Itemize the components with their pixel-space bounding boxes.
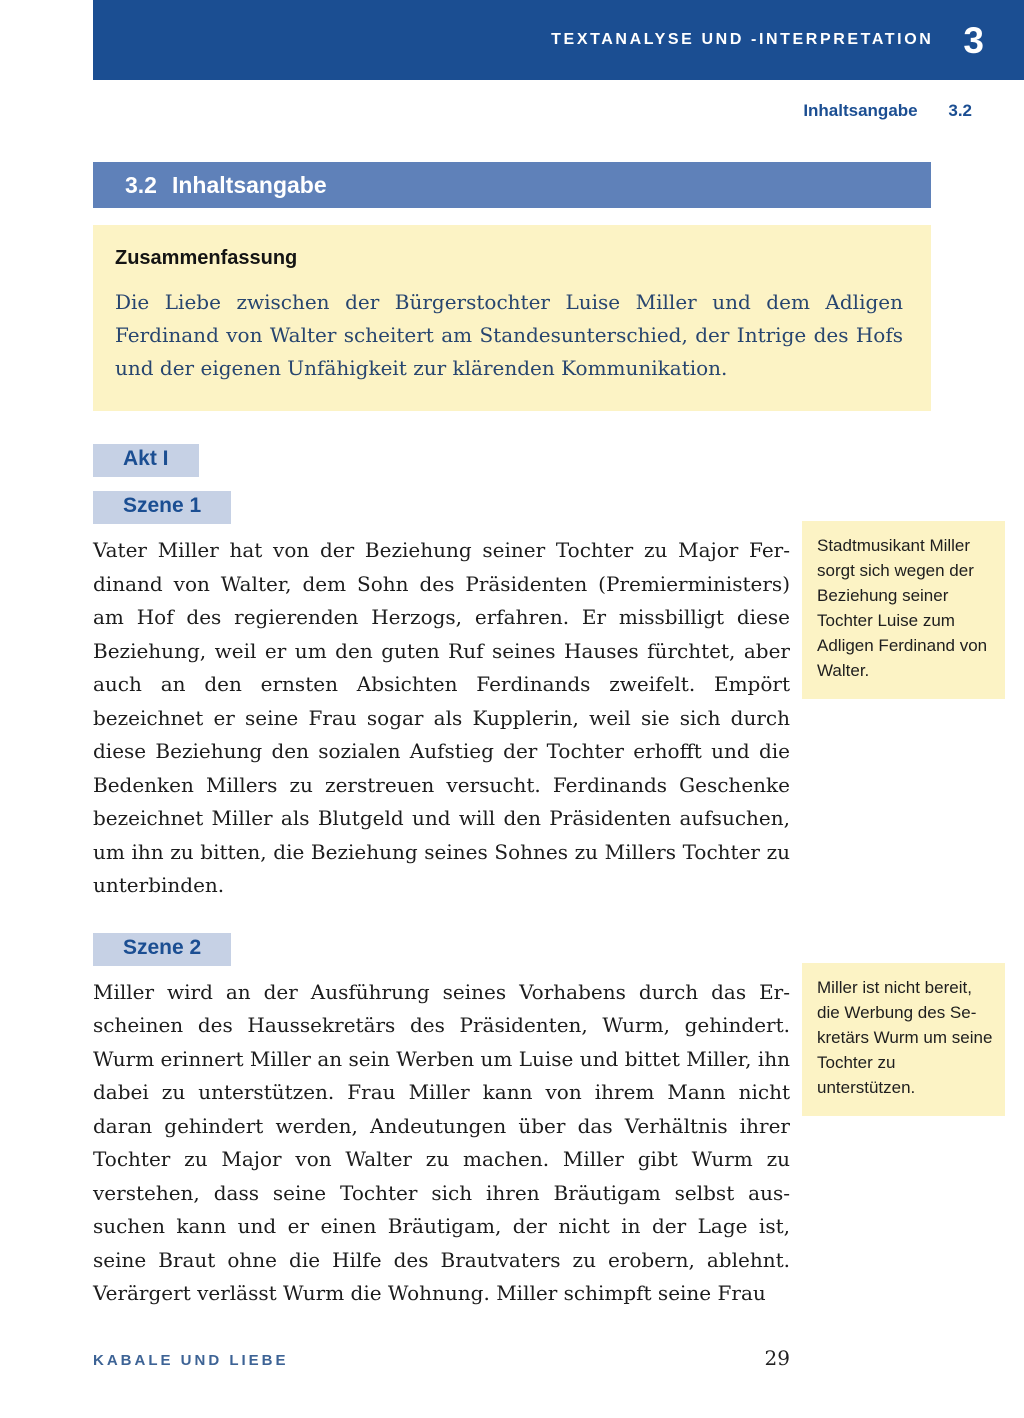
running-footer-title: KABALE UND LIEBE (93, 1352, 289, 1369)
chapter-header-bar (93, 0, 1024, 80)
scene-1-main-column (93, 491, 790, 903)
scene-2-text: Miller wird an der Ausführung seines Vorhabens durch das Erscheinen des Haussekretärs des Präsidenten, Wurm, gehindert. Wurm erinnert Miller an sein Werben um Luise und bittet Miller, ihn dabei zu unterstützen. Frau Miller kann von ihrem Mann nicht daran gehindert werden, Andeutungen über das Verhältnis ihrer Tochter zu Major von Walter zu machen. Miller gibt Wurm zu verstehen, dass seine Tochter sich ihren Bräutigam selbst aussuchen kann und er einen Bräutigam, der nicht in der Lage ist, seine Braut ohne die Hilfe des Brautvaters zu erobern, ablehnt. Verärgert verlässt Wurm die Wohnung. Miller schimpft seine Frau (93, 979, 790, 1305)
scene-2-label: Szene 2 (93, 933, 231, 966)
scene-2-main-column (93, 933, 790, 1311)
section-banner-title: Inhaltsangabe (171, 171, 327, 198)
summary-heading: Zusammenfassung (115, 247, 298, 269)
scene-1-label: Szene 1 (93, 491, 231, 524)
scene-2-margin-note: Miller ist nicht bereit, die Werbung des Sekretärs Wurm um seine Tochter zu unterstützen. (802, 963, 1005, 1116)
summary-box (93, 225, 931, 411)
breadcrumb (93, 80, 972, 121)
breadcrumb-number: 3.2 (948, 101, 972, 120)
scene-1-text: Vater Miller hat von der Beziehung seiner Tochter zu Major Ferdinand von Walter, dem Sohn des Präsidenten (Premierministers) am Hof des regierenden Herzogs, erfahren. Er missbilligt diese Beziehung, weil er um den guten Ruf seines Hauses fürchtet, aber auch an den ernsten Absichten Ferdinands zweifelt. Empört bezeichnet er seine Frau sogar als Kupplerin, weil sie sich durch diese Beziehung den sozialen Aufstieg der Tochter erhofft und die Bedenken Millers zu zerstreuen versucht. Ferdinands Geschenke bezeichnet Miller als Blutgeld und will den Präsidenten aufsuchen, um ihn zu bitten, die Beziehung seines Sohnes zu Millers Tochter zu unterbinden. (93, 538, 790, 897)
page-footer (93, 1346, 790, 1370)
summary-text: Die Liebe zwischen der Bürgerstochter Luise Miller und dem Adligen Ferdinand von Walter scheitert am Standesunterschied, der Intrige des Hofs und der eigenen Unfähigkeit zur klärenden Kommunikation. (115, 290, 903, 380)
act-label: Akt I (93, 444, 199, 477)
chapter-number: 3 (963, 19, 984, 61)
section-banner (93, 162, 931, 208)
chapter-header-title: TEXTANALYSE UND -INTERPRETATION (551, 31, 934, 48)
breadcrumb-label: Inhaltsangabe (803, 101, 918, 120)
section-banner-number: 3.2 (125, 171, 157, 198)
scene-1-margin-note: Stadtmusikant Miller sorgt sich wegen der Beziehung seiner Tochter Luise zum Adligen Ferdinand von Walter. (802, 521, 1005, 699)
scene-2-section (93, 933, 1005, 1311)
page-number: 29 (764, 1346, 790, 1370)
scene-1-section (93, 491, 1005, 903)
